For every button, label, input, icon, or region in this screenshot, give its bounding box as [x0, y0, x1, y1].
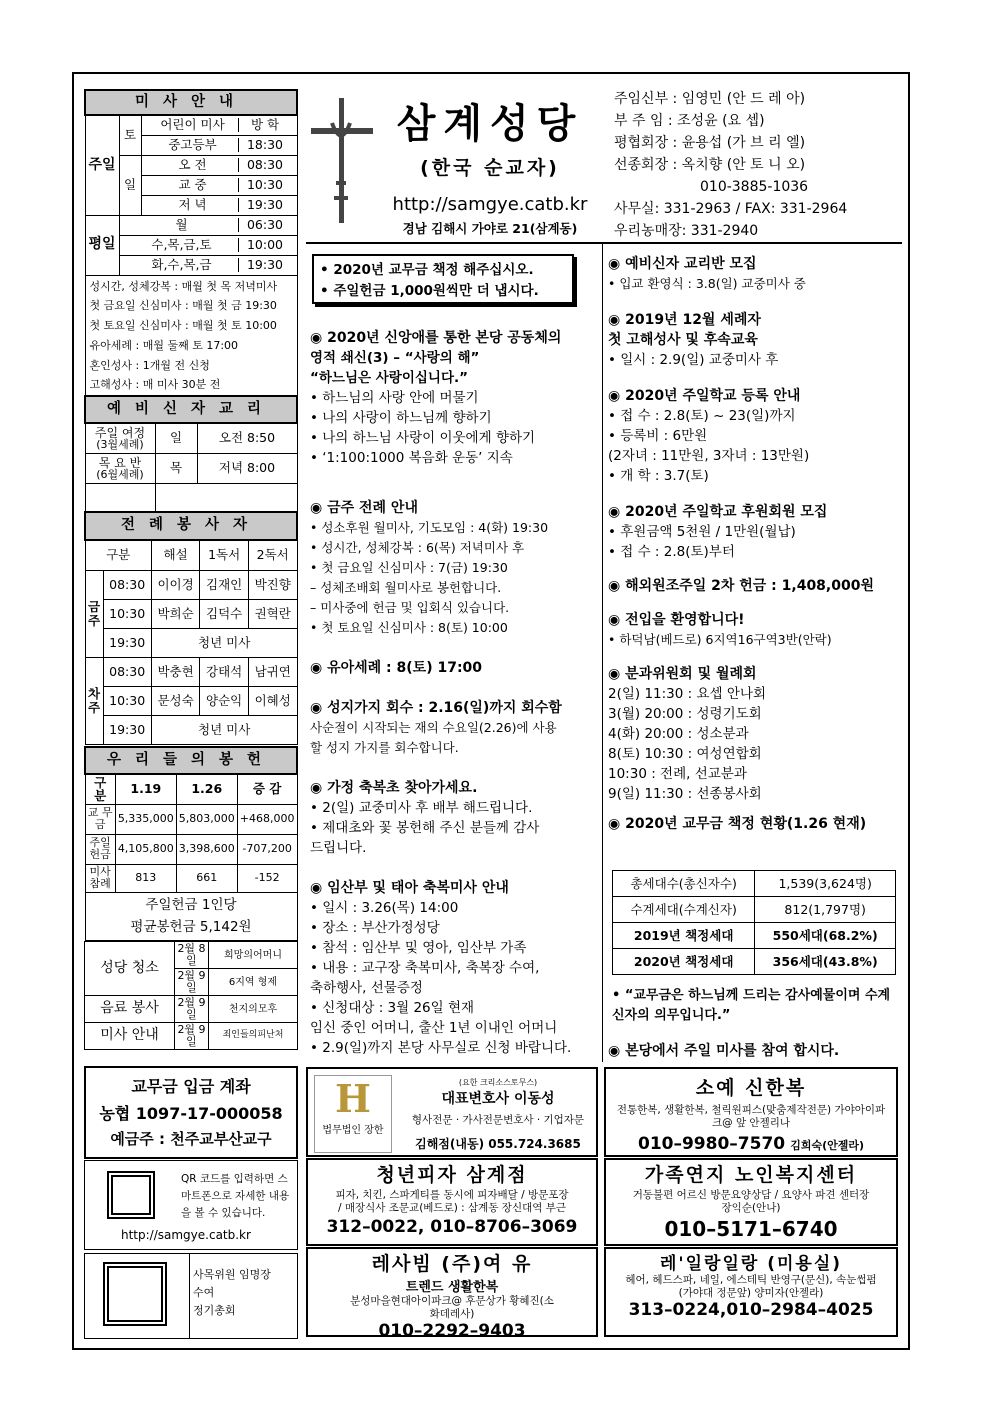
servers-cell: 청년 미사 — [151, 715, 297, 744]
servers-col: 1독서 — [200, 540, 249, 570]
offering-cell: 3,398,600 — [176, 834, 237, 864]
mass-note: 혼인성사 : 1개월 전 신청 — [89, 358, 210, 372]
notice-title: ◉ 성지가지 회수 : 2.16(일)까지 회수함 — [310, 700, 562, 716]
qr-box — [84, 1160, 298, 1250]
servers-cell: 이이경 — [151, 570, 200, 599]
offering-cell: 교 무 금 — [85, 804, 115, 834]
catechism-header: 예비신자교리 — [85, 396, 297, 423]
servers-cell: 김재인 — [200, 570, 249, 599]
offering-cell: +468,000 — [237, 804, 297, 834]
account-title: 교무금 입금 계좌 — [131, 1077, 251, 1096]
account-holder: 예금주 : 천주교부산교구 — [110, 1130, 272, 1148]
tithe-cell: 550세대(68.2%) — [755, 923, 896, 949]
offering-cell: 주일헌금 — [85, 834, 115, 864]
notes-box — [84, 1253, 298, 1339]
servers-col: 구분 — [85, 540, 151, 570]
weekday-label: 평일 — [85, 215, 119, 275]
mass-row: 수,목,금,토 10:00 — [119, 235, 297, 255]
qr-url[interactable]: http://samgye.catb.kr — [121, 1228, 251, 1242]
duty-date: 2월 9일 — [175, 996, 209, 1023]
church-header — [380, 92, 600, 237]
next-week-label: 차주 — [85, 657, 103, 744]
mass-note: 첫 토요일 신심미사 : 매월 첫 토 10:00 — [89, 319, 277, 333]
servers-header: 전례봉사자 — [85, 512, 297, 540]
mass-header: 미사안내 — [85, 90, 297, 115]
duty-date: 2월 8일 — [175, 942, 209, 969]
tithe-cell: 356세대(43.8%) — [755, 949, 896, 975]
notice-title: ◉ 2020년 주일학교 후원회원 모집 — [608, 504, 828, 520]
servers-cell: 08:30 — [103, 570, 151, 599]
catechism-class: 주일 여정 (3월세례) — [85, 423, 155, 453]
servers-cell: 박충현 — [151, 657, 200, 686]
mass-notes — [85, 275, 297, 397]
servers-cell: 김덕수 — [200, 599, 249, 628]
church-address: 경남 김해시 가야로 21(삼계동) — [402, 221, 578, 236]
ad-resabim: 레사빔 (주)여 유 트렌드 생활한복 분성마을현대아이파크@ 후문상가 황혜진(소화데레사) 010–2292–9403 — [306, 1247, 598, 1337]
duty-table — [84, 941, 298, 1050]
notice-title: ◉ 분과위원회 및 월례회 — [608, 666, 757, 682]
tithe-quote: • “교무금은 하느님께 드리는 감사예물이며 수계 신자의 의무입니다.” — [612, 988, 891, 1023]
tithe-cell: 1,539(3,624명) — [755, 871, 896, 897]
servers-cell: 남귀연 — [248, 657, 297, 686]
notice-title: ◉ 2019년 12월 세례자 — [608, 312, 761, 328]
mass-note: 성시간, 성체강복 : 매월 첫 목 저녁미사 — [89, 279, 278, 293]
notice-title: ◉ 2020년 주일학교 등록 안내 — [608, 388, 801, 404]
offering-cell: 5,335,000 — [115, 804, 176, 834]
tithe-cell: 총세대수(총신자수) — [613, 871, 755, 897]
servers-col: 해설 — [151, 540, 200, 570]
offering-cell: 5,803,000 — [176, 804, 237, 834]
church-url[interactable]: http://samgye.catb.kr — [392, 194, 588, 215]
mass-row: 어린이 미사 방 학 — [141, 115, 297, 135]
duty-who: 희망의어머니 — [209, 942, 298, 969]
staff-list: 주임신부 : 임영민 (안 드 레 아) 부 주 임 : 조성윤 (요 셉) 평협회장 : 윤용섭 (가 브 리 엘) 선종회장 : 옥치향 (안 토 니 오) 010-3885-1036 사무실: 331-2963 / FAX: 331-2964 우리농매장: 331-2940 — [614, 91, 848, 239]
mass-row: 저 녁 19:30 — [141, 195, 297, 215]
servers-col: 2독서 — [248, 540, 297, 570]
mass-note: 고해성사 : 매 미사 30분 전 — [89, 378, 221, 392]
tithe-cell: 2020년 책정세대 — [613, 949, 755, 975]
duty-label: 음료 봉사 — [85, 996, 175, 1023]
notice-title: ◉ 해외원조주일 2차 헌금 : 1,408,000원 — [608, 578, 874, 594]
ad-hanbok: 소예 신한복 전통한복, 생활한복, 철릭원피스(맞춤제작전문) 가야아이파크@ 앞 안젤리나 010–9980–7570 김희숙(안젤라) — [604, 1067, 898, 1157]
catechism-time: 저녁 8:00 — [197, 453, 297, 483]
servers-cell: 08:30 — [103, 657, 151, 686]
offering-col: 1.26 — [176, 774, 237, 804]
left-notices: ◉ 2020년 신앙애를 통한 본당 공동체의 영적 쇄신(3) – “사랑의 해” “하느님은 사랑이십니다.” • 하느님의 사랑 안에 머물기 • 나의 사랑이 하느님께 향하기 • 나의 하느님 사랑이 이웃에게 향하기 • ‘1:100:1000 복음화 운동’ 지속 ◉ 금주 전례 안내 • 성소후원 월미사, 기도모임 : 4(화) 19:30 • 성시간, 성체강복 : 6(목) 저녁미사 후 • 첫 금요일 신심미사 : 7(금) 19:30 – 성체조배회 월미사로 봉헌합니다. – 미사중에 헌금 및 입회식 있습니다. • 첫 토요일 신심미사 : 8(토) 10:00 ◉ 유아세례 : 8(토) 17:00 ◉ 성지가지 회수 : 2.16(일)까지 회수함 사순절이 시작되는 재의 수요일(2.26)에 사용 할 성지 가지를 회수합니다. ◉ 가정 축복초 찾아가세요. • 2(일) 교중미사 후 배부 해드립니다. • 제대초와 꽃 봉헌해 주신 분들께 감사 드립니다. ◉ 임산부 및 태아 축복미사 안내 • 일시 : 3.26(목) 14:00 • 장소 : 부산가정성당 • 참석 : 임산부 및 영아, 임산부 가족 • 내용 : 교구장 축복미사, 축복장 수여, 축하행사, 선물증정 • 신청대상 : 3월 26일 현재 임신 중인 어머니, 출산 1년 이내인 어머니 • 2.9(일)까지 본당 사무실로 신청 바랍니다. — [310, 328, 600, 1058]
notice-title: ◉ 예비신자 교리반 모집 — [608, 256, 757, 272]
mass-row: 교 중 10:30 — [141, 175, 297, 195]
mass-note: 유아세례 : 매월 둘째 토 17:00 — [89, 338, 239, 352]
catechism-day: 일 — [155, 423, 197, 453]
notice-title: ◉ 금주 전례 안내 — [310, 500, 418, 516]
offering-header: 우리들의봉헌 — [85, 747, 297, 774]
qr-text: QR 코드를 입력하면 스마트폰으로 자세한 내용을 볼 수 있습니다. — [181, 1173, 290, 1219]
ad-law-firm: H 법무법인 장한 (요한 크리소스토무스) 대표변호사 이동성 형사전문 · 가사전문변호사 · 기업자문 김해점(내동) 055.724.3685 — [306, 1067, 598, 1157]
servers-table — [84, 511, 298, 745]
servers-cell: 강태석 — [200, 657, 249, 686]
notes-list: 사목위원 임명장 수여 정기총회 — [193, 1268, 271, 1317]
mass-row: 화,수,목,금 19:30 — [119, 255, 297, 275]
offering-cell: 661 — [176, 864, 237, 892]
servers-cell: 19:30 — [103, 628, 151, 657]
offering-col: 증 감 — [237, 774, 297, 804]
notice-title: ◉ 전입을 환영합니다! — [608, 612, 745, 628]
catechism-time: 오전 8:50 — [197, 423, 297, 453]
notice-title: ◉ 2020년 교무금 책정 현황(1.26 현재) — [608, 816, 867, 832]
law-firm-logo: H 법무법인 장한 — [314, 1075, 392, 1153]
tithe-cell: 812(1,797명) — [755, 897, 896, 923]
servers-cell: 양순익 — [200, 686, 249, 715]
tithe-table — [612, 870, 896, 975]
duty-label: 미사 안내 — [85, 1023, 175, 1050]
sunday-label: 주일 — [85, 115, 119, 215]
offering-cell: -707,200 — [237, 834, 297, 864]
notice-box: • 2020년 교무금 책정 해주십시오. • 주일헌금 1,000원씩만 더 냅시다. — [312, 254, 574, 304]
duty-date: 2월 9일 — [175, 969, 209, 996]
catechism-table — [84, 395, 298, 512]
account-box — [84, 1066, 298, 1159]
duty-date: 2월 9일 — [175, 1023, 209, 1050]
servers-cell: 박희순 — [151, 599, 200, 628]
offering-col: 1.19 — [115, 774, 176, 804]
servers-cell: 10:30 — [103, 599, 151, 628]
offering-cell: 미사참례 — [85, 864, 115, 892]
account-number: 농협 1097-17-000058 — [99, 1104, 283, 1123]
ad-welfare-center: 가족연지 노인복지센터 거동불편 어르신 방문요양상담 / 요양사 파견 센터장 장익순(안나) 010–5171–6740 — [604, 1158, 898, 1246]
offering-table — [84, 746, 298, 941]
notice-title: ◉ 가정 축복초 찾아가세요. — [310, 780, 478, 796]
duty-who: 죄인들의피난처 — [209, 1023, 298, 1050]
notice-title: ◉ 2020년 신앙애를 통한 본당 공동체의 — [310, 330, 562, 346]
duty-who: 6지역 형제 — [209, 969, 298, 996]
tithe-cell: 수계세대(수계신자) — [613, 897, 755, 923]
servers-cell: 박진향 — [248, 570, 297, 599]
catechism-day: 목 — [155, 453, 197, 483]
offering-col: 구 분 — [85, 774, 115, 804]
servers-cell: 19:30 — [103, 715, 151, 744]
mass-note: 첫 금요일 신심미사 : 매월 첫 금 19:30 — [89, 299, 277, 313]
ad-pizza: 청년피자 삼계점 피자, 치킨, 스파게티를 동시에 피자배달 / 방문포장 / 매장식사 조문교(베드로) : 삼계동 장신대역 부근 312–0022, 010–8706–3069 — [306, 1158, 598, 1246]
servers-cell: 10:30 — [103, 686, 151, 715]
sat-label: 토 — [119, 115, 141, 155]
church-subtitle: (한국 순교자) — [420, 157, 560, 179]
notice-title: ◉ 임산부 및 태아 축복미사 안내 — [310, 880, 509, 896]
offering-cell: 813 — [115, 864, 176, 892]
offering-cell: -152 — [237, 864, 297, 892]
offering-cell: 4,105,800 — [115, 834, 176, 864]
mass-row: 중고등부 18:30 — [141, 135, 297, 155]
right-notices: ◉ 예비신자 교리반 모집 • 입교 환영식 : 3.8(일) 교중미사 중 ◉ 2019년 12월 세례자 첫 고해성사 및 후속교육 • 일시 : 2.9(일) 교중미사 후 ◉ 2020년 주일학교 등록 안내 • 접 수 : 2.8(토) ~ 23(일)까지 • 등록비 : 6만원 (2자녀 : 11만원, 3자녀 : 13만원) • 개 학 : 3.7(토) ◉ 2020년 주일학교 후원회원 모집 • 후원금액 5천원 / 1만원(월납) • 접 수 : 2.8(토)부터 ◉ 해외원조주일 2차 헌금 : 1,408,000원 ◉ 전입을 환영합니다! • 하덕남(베드로) 6지역16구역3반(안락) ◉ 분과위원회 및 월례회 2(일) 11:30 : 요셉 안나회 3(월) 20:00 : 성령기도회 4(화) 20:00 : 성소분과 8(토) 10:30 : 여성연합회 10:30 : 전례, 선교분과 9(일) 11:30 : 선종봉사회 ◉ 2020년 교무금 책정 현황(1.26 현재) — [608, 254, 902, 834]
notice-title: ◉ 유아세례 : 8(토) 17:00 — [310, 660, 483, 676]
qr-code-icon — [107, 1171, 155, 1219]
cross-logo-icon — [306, 88, 376, 228]
servers-cell: 이혜성 — [248, 686, 297, 715]
church-title: 삼계성당 — [396, 101, 584, 147]
duty-who: 천지의모후 — [209, 996, 298, 1023]
mass-notice: ◉ 본당에서 주일 미사를 참여 합시다. — [608, 1043, 840, 1059]
ad-salon: 레'일랑일랑 (미용실) 헤어, 헤드스파, 네일, 에스테틱 반영구(문신), 속눈썹펌(가야대 정문앞) 양미자(안젤라) 313–0224,010–2984–4025 — [604, 1247, 898, 1337]
this-week-label: 금주 — [85, 570, 103, 657]
qr-code-icon — [103, 1262, 167, 1326]
servers-cell: 문성숙 — [151, 686, 200, 715]
duty-label: 성당 청소 — [85, 942, 175, 996]
sun-label: 일 — [119, 155, 141, 215]
mass-row: 오 전 08:30 — [141, 155, 297, 175]
mass-row: 월 06:30 — [119, 215, 297, 235]
tithe-cell: 2019년 책정세대 — [613, 923, 755, 949]
average-offering: 주일헌금 1인당 평균봉헌금 5,142원 — [85, 892, 297, 940]
catechism-class: 목 요 반 (6월세례) — [85, 453, 155, 483]
mass-table — [84, 89, 298, 397]
servers-cell: 권혁란 — [248, 599, 297, 628]
servers-cell: 청년 미사 — [151, 628, 297, 657]
